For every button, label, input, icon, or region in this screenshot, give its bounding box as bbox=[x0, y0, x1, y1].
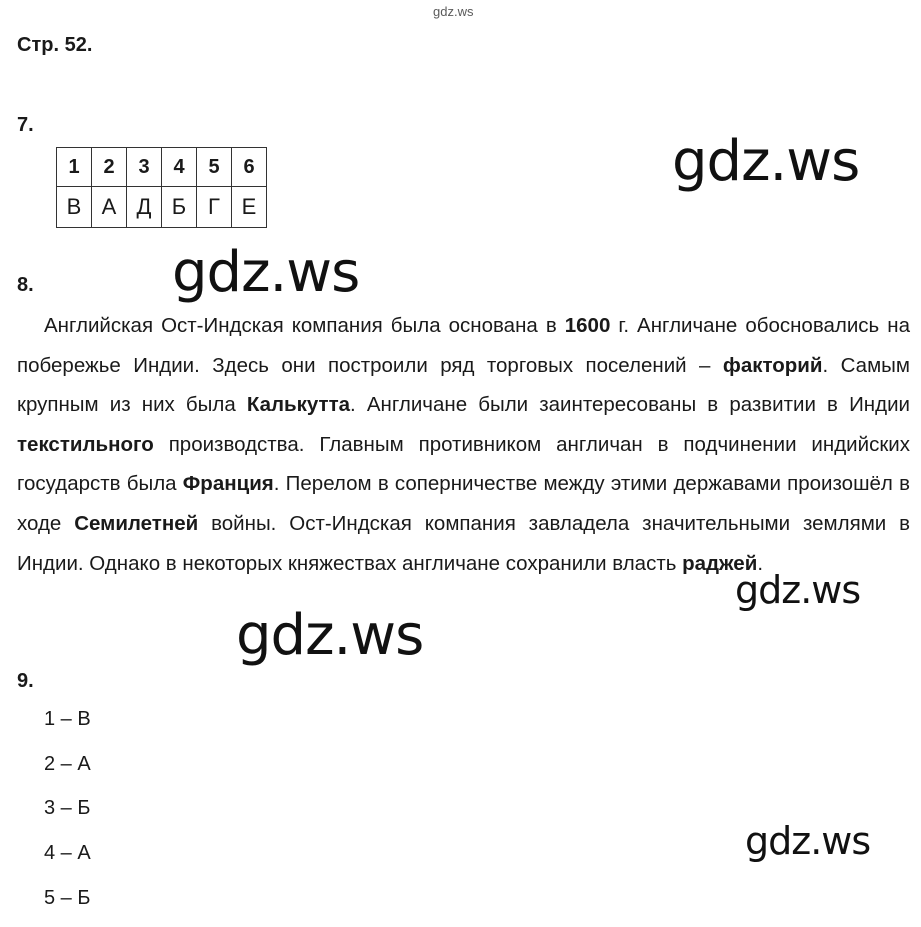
watermark: gdz.ws bbox=[735, 568, 861, 612]
list-item: 3 – Б bbox=[44, 797, 91, 820]
list-item: 5 – Б bbox=[44, 886, 91, 909]
table-cell-number: 1 bbox=[57, 148, 92, 187]
table-cell-number: 5 bbox=[197, 148, 232, 187]
paragraph-text: . Самым крупным из них была bbox=[17, 353, 910, 417]
answer-term: 1600 bbox=[564, 314, 611, 337]
table-row bbox=[57, 148, 267, 187]
table-cell-letter: Г bbox=[197, 187, 232, 228]
list-item: 4 – А bbox=[44, 842, 91, 865]
watermark: gdz.ws bbox=[172, 240, 360, 305]
answer-term: Калькутта bbox=[246, 393, 351, 417]
table-cell-number: 6 bbox=[232, 148, 267, 187]
task7-answer-table bbox=[56, 147, 267, 228]
answer-term: Франция bbox=[182, 472, 274, 496]
watermark: gdz.ws bbox=[672, 129, 860, 194]
watermark: gdz.ws bbox=[236, 603, 424, 668]
watermark: gdz.ws bbox=[745, 819, 871, 863]
table-cell-letter: А bbox=[92, 187, 127, 228]
task9-answer-list bbox=[44, 704, 91, 927]
task8-paragraph bbox=[17, 306, 910, 583]
paragraph-text: Английская Ост-Индская компания была основана в bbox=[44, 314, 565, 337]
paragraph-text: . Перелом в соперничестве между этими державами произошёл в ходе bbox=[17, 472, 910, 535]
table-cell-number: 4 bbox=[162, 148, 197, 187]
paragraph-text: г. Англичане обосновались на побережье Индии. Здесь они построили ряд торговых поселений – bbox=[17, 314, 910, 377]
table-cell-letter: Д bbox=[127, 187, 162, 228]
question-7-number: 7. bbox=[17, 114, 34, 136]
paragraph-text: войны. Ост-Индская компания завладела значительными землями в Индии. Однако в некоторых княжествах англичане сохранили власть bbox=[17, 511, 911, 575]
paragraph-text: производства. Главным противником англичан в подчинении индийских государств была bbox=[17, 432, 910, 496]
table-row bbox=[57, 187, 267, 228]
list-item: 1 – В bbox=[44, 708, 91, 730]
table-cell-number: 3 bbox=[127, 148, 162, 187]
question-9-number: 9. bbox=[17, 670, 34, 692]
answer-term: факторий bbox=[722, 353, 823, 377]
top-watermark: gdz.ws bbox=[433, 4, 474, 19]
answer-term: текстильного bbox=[17, 432, 154, 456]
answer-term: раджей bbox=[682, 551, 758, 575]
paragraph-text: . bbox=[757, 551, 764, 575]
page-reference: Стр. 52. bbox=[17, 34, 93, 56]
table-cell-number: 2 bbox=[92, 148, 127, 187]
table-cell-letter: Б bbox=[162, 187, 197, 228]
table-cell-letter: Е bbox=[232, 187, 267, 228]
question-8-number: 8. bbox=[17, 274, 34, 296]
paragraph-text: . Англичане были заинтересованы в развитии в Индии bbox=[350, 393, 910, 417]
list-item: 2 – А bbox=[44, 752, 91, 775]
table-cell-letter: В bbox=[57, 187, 92, 228]
answer-term: Семилетней bbox=[74, 511, 199, 535]
